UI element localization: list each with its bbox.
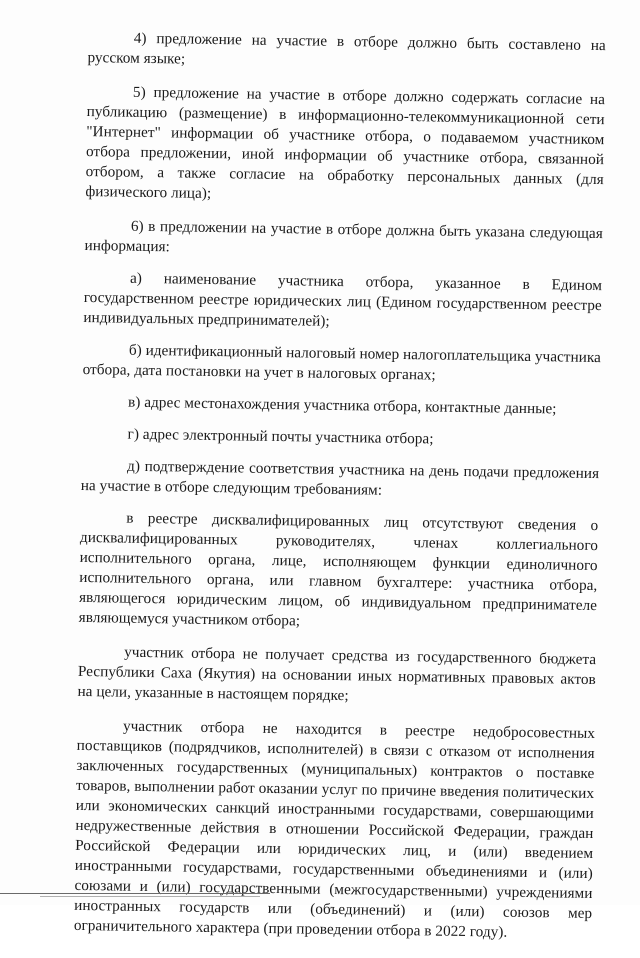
subitem-a: а) наименование участника отбора, указанное в Едином государственном реестре юридических лиц (Едином государственном реестре индивидуальных предпринимателей);	[83, 269, 603, 330]
subitem-v: в) адрес местонахождения участника отбора, контактные данные;	[127, 393, 557, 418]
document-body	[74, 28, 606, 958]
footer-rule	[0, 893, 270, 894]
requirement-registry: участник отбора не находится в реестре недобросовестных поставщиков (подрядчиков, исполнителей) в связи с отказом от исполнения заключенных государственных (муниципальных) контрактов о поставке товаров, выполнении работ оказании услуг по причине введения политических или экономических санкций иностранными государствами, совершающими недружественные действия в отношении Российской Федерации, граждан Российской Федерации или юридических лиц, и (или) введением иностранными государствами, государственными объединениями и (или) союзами и (или) государственными (межгосударственными) учреждениями иностранных государств или (объединений) и (или) союзов мер ограничительного характера (при проведении отбора в 2022 году).	[73, 717, 596, 941]
paragraph-4: 4) предложение на участие в отборе должно быть составлено на русском языке;	[87, 29, 606, 68]
footer-rule-faint	[40, 896, 260, 897]
requirement-disqualified: в реестре дисквалифицированных лиц отсутствуют сведения о дисквалифицированных руководителях, членах коллегиального исполнительного органа, лице, исполняющем функции единоличного исполнительного органа, или главном бухгалтере: участника отбора, являющегося юридическим лицом, об индивидуальном предпринимателе являющемуся участником отбора;	[78, 509, 599, 630]
subitem-b: б) идентификационный налоговый номер налогоплательщика участника отбора, дата постановки на учет в налоговых органах;	[82, 341, 602, 384]
paragraph-6: 6) в предложении на участие в отборе должна быть указана следующая информация:	[84, 217, 603, 256]
subitem-d: д) подтверждение соответствия участника на день подачи предложения на участие в отборе следующим требованиям:	[80, 457, 600, 499]
subitem-g: г) адрес электронный почты участника отбора;	[127, 425, 434, 448]
paragraph-5: 5) предложение на участие в отборе должно содержать согласие на публикацию (размещение) в информационно-телекоммуникационной сети "Интернет" информации об участнике отбора, о подаваемом участником отбора предложении, иной информации об участнике отбора, связанной отбором, а также согласие на обработку персональных данных (для физического лица);	[85, 83, 606, 202]
requirement-budget: участник отбора не получает средства из государственного бюджета Республики Саха (Якутия) на основании иных нормативных правовых актов на цели, указанные в настоящем порядке;	[77, 643, 597, 705]
